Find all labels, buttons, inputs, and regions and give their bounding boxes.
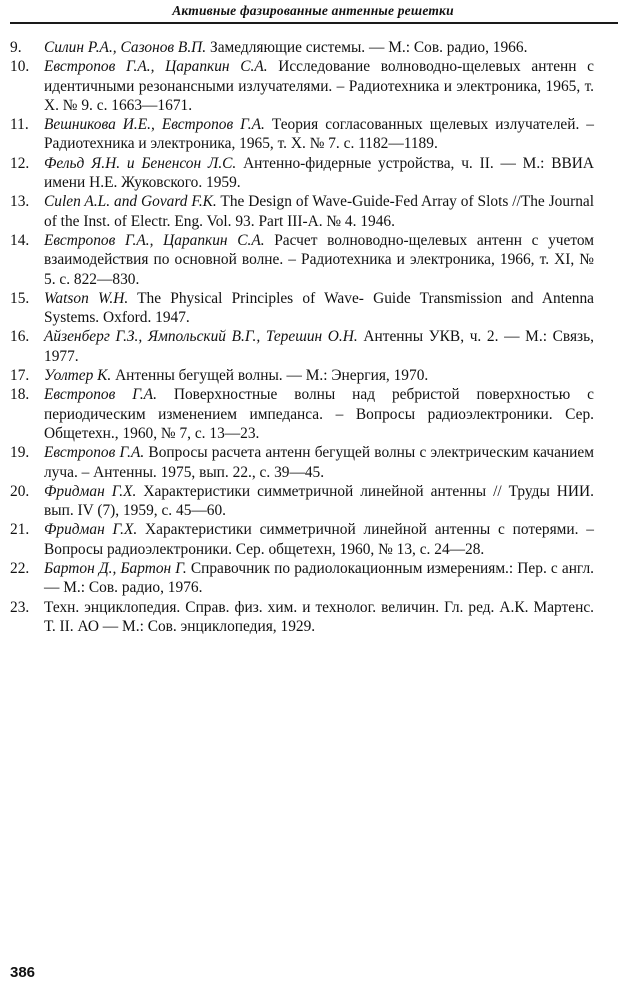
reference-number: 17.: [10, 367, 30, 385]
page-number: 386: [10, 964, 36, 981]
reference-item: [10, 327, 594, 366]
reference-item: [10, 231, 594, 289]
reference-number: 15.: [10, 289, 30, 307]
reference-text: Антенно-фидерные устройства, ч. II. — М.: ВВИА имени Н.Е. Жуковского. 1959.: [44, 154, 594, 192]
reference-text: Расчет волноводно-щелевых антенн с учетом взаимодействия по основной волне. – Радиотехника и электроника, 1966, т. XI, № 5. с. 822—830.: [44, 231, 594, 288]
reference-number: 23.: [10, 598, 30, 616]
reference-item: [10, 154, 594, 193]
header-rule: [10, 22, 618, 24]
reference-authors: Фельд Я.Н. и Бененсон Л.С.: [44, 154, 237, 172]
reference-item: [10, 289, 594, 328]
reference-number: 14.: [10, 231, 30, 249]
reference-item: [10, 443, 594, 482]
reference-number: 22.: [10, 560, 30, 578]
reference-text: Теория согласованных щелевых излучателей. – Радиотехника и электроника, 1965, т. X. № 7. с. 1182—1189.: [44, 116, 594, 153]
reference-number: 20.: [10, 482, 30, 500]
reference-authors: Айзенберг Г.З., Ямпольский В.Г., Терешин О.Н.: [44, 328, 358, 346]
reference-item: [10, 57, 594, 115]
reference-text: The Physical Principles of Wave- Guide Transmission and Antenna Systems. Oxford. 1947.: [44, 289, 594, 327]
reference-number: 19.: [10, 444, 30, 462]
reference-authors: Watson W.H.: [44, 289, 129, 307]
reference-authors: Силин Р.А., Сазонов В.П.: [44, 39, 207, 56]
reference-text: Характеристики симметричной линейной антенны // Труды НИИ. вып. IV (7), 1959, с. 45—60.: [44, 482, 594, 520]
reference-text: Вопросы расчета антенн бегущей волны с электрическим качанием луча. – Антенны. 1975, вып. 22., с. 39—45.: [44, 444, 594, 481]
reference-authors: Евстропов Г.А.: [44, 386, 157, 404]
reference-number: 13.: [10, 193, 30, 211]
reference-text: Исследование волноводно-щелевых антенн с идентичными резонансными излучателями. – Радиотехника и электроника, 1965, т. X. № 9. с. 1663—1671.: [44, 58, 594, 114]
reference-number: 18.: [10, 386, 30, 404]
reference-text: The Design of Wave-Guide-Fed Array of Slots //The Journal of the Inst. of Electr. Eng. Vol. 93. Part III-A. № 4. 1946.: [44, 193, 594, 230]
reference-item: [10, 559, 594, 598]
reference-authors: Евстропов Г.А., Царапкин С.А.: [44, 58, 268, 76]
reference-number: 21.: [10, 521, 30, 539]
running-header: Активные фазированные антенные решетки: [172, 3, 454, 18]
reference-authors: Бартон Д., Бартон Г.: [44, 560, 187, 578]
reference-list: [10, 38, 594, 636]
reference-item: [10, 598, 594, 637]
reference-number: 9.: [10, 39, 22, 56]
reference-authors: Евстропов Г.А., Царапкин С.А.: [44, 231, 265, 249]
reference-authors: Евстропов Г.А.: [44, 444, 145, 462]
reference-authors: Фридман Г.Х.: [44, 521, 138, 539]
reference-text: Антенны УКВ, ч. 2. — М.: Связь, 1977.: [44, 328, 594, 365]
reference-text: Техн. энциклопедия. Справ. физ. хим. и технолог. величин. Гл. ред. А.К. Мартенс. Т. II. АО — М.: Сов. энциклопедия, 1929.: [44, 598, 594, 635]
reference-item: [10, 192, 594, 231]
reference-item: [10, 38, 594, 57]
reference-item: [10, 520, 594, 559]
reference-item: [10, 482, 594, 521]
reference-text: Замедляющие системы. — М.: Сов. радио, 1966.: [206, 39, 528, 56]
reference-text: Справочник по радиолокационным измерениям.: Пер. с англ. — М.: Сов. радио, 1976.: [44, 560, 594, 597]
reference-item: [10, 115, 594, 154]
reference-number: 12.: [10, 154, 30, 172]
reference-authors: Фридман Г.Х.: [44, 482, 137, 500]
reference-number: 10.: [10, 58, 30, 76]
reference-number: 11.: [10, 116, 29, 134]
reference-text: Характеристики симметричной линейной антенны с потерями. – Вопросы радиоэлектроники. Сер. общетехн, 1960, № 13, с. 24—28.: [44, 521, 595, 558]
reference-text: Антенны бегущей волны. — М.: Энергия, 1970.: [111, 367, 429, 385]
reference-authors: Уолтер К.: [44, 367, 112, 385]
reference-authors: Culen A.L. and Govard F.K.: [44, 193, 217, 211]
reference-item: [10, 385, 594, 443]
reference-number: 16.: [10, 328, 30, 346]
reference-authors: Вешникова И.Е., Евстропов Г.А.: [44, 116, 265, 134]
reference-text: Поверхностные волны над ребристой поверхностью с периодическим изменением импеданса. – Вопросы радиоэлектроники. Сер. Общетехн., 1960, № 7, с. 13—23.: [44, 386, 594, 442]
reference-item: [10, 366, 594, 385]
